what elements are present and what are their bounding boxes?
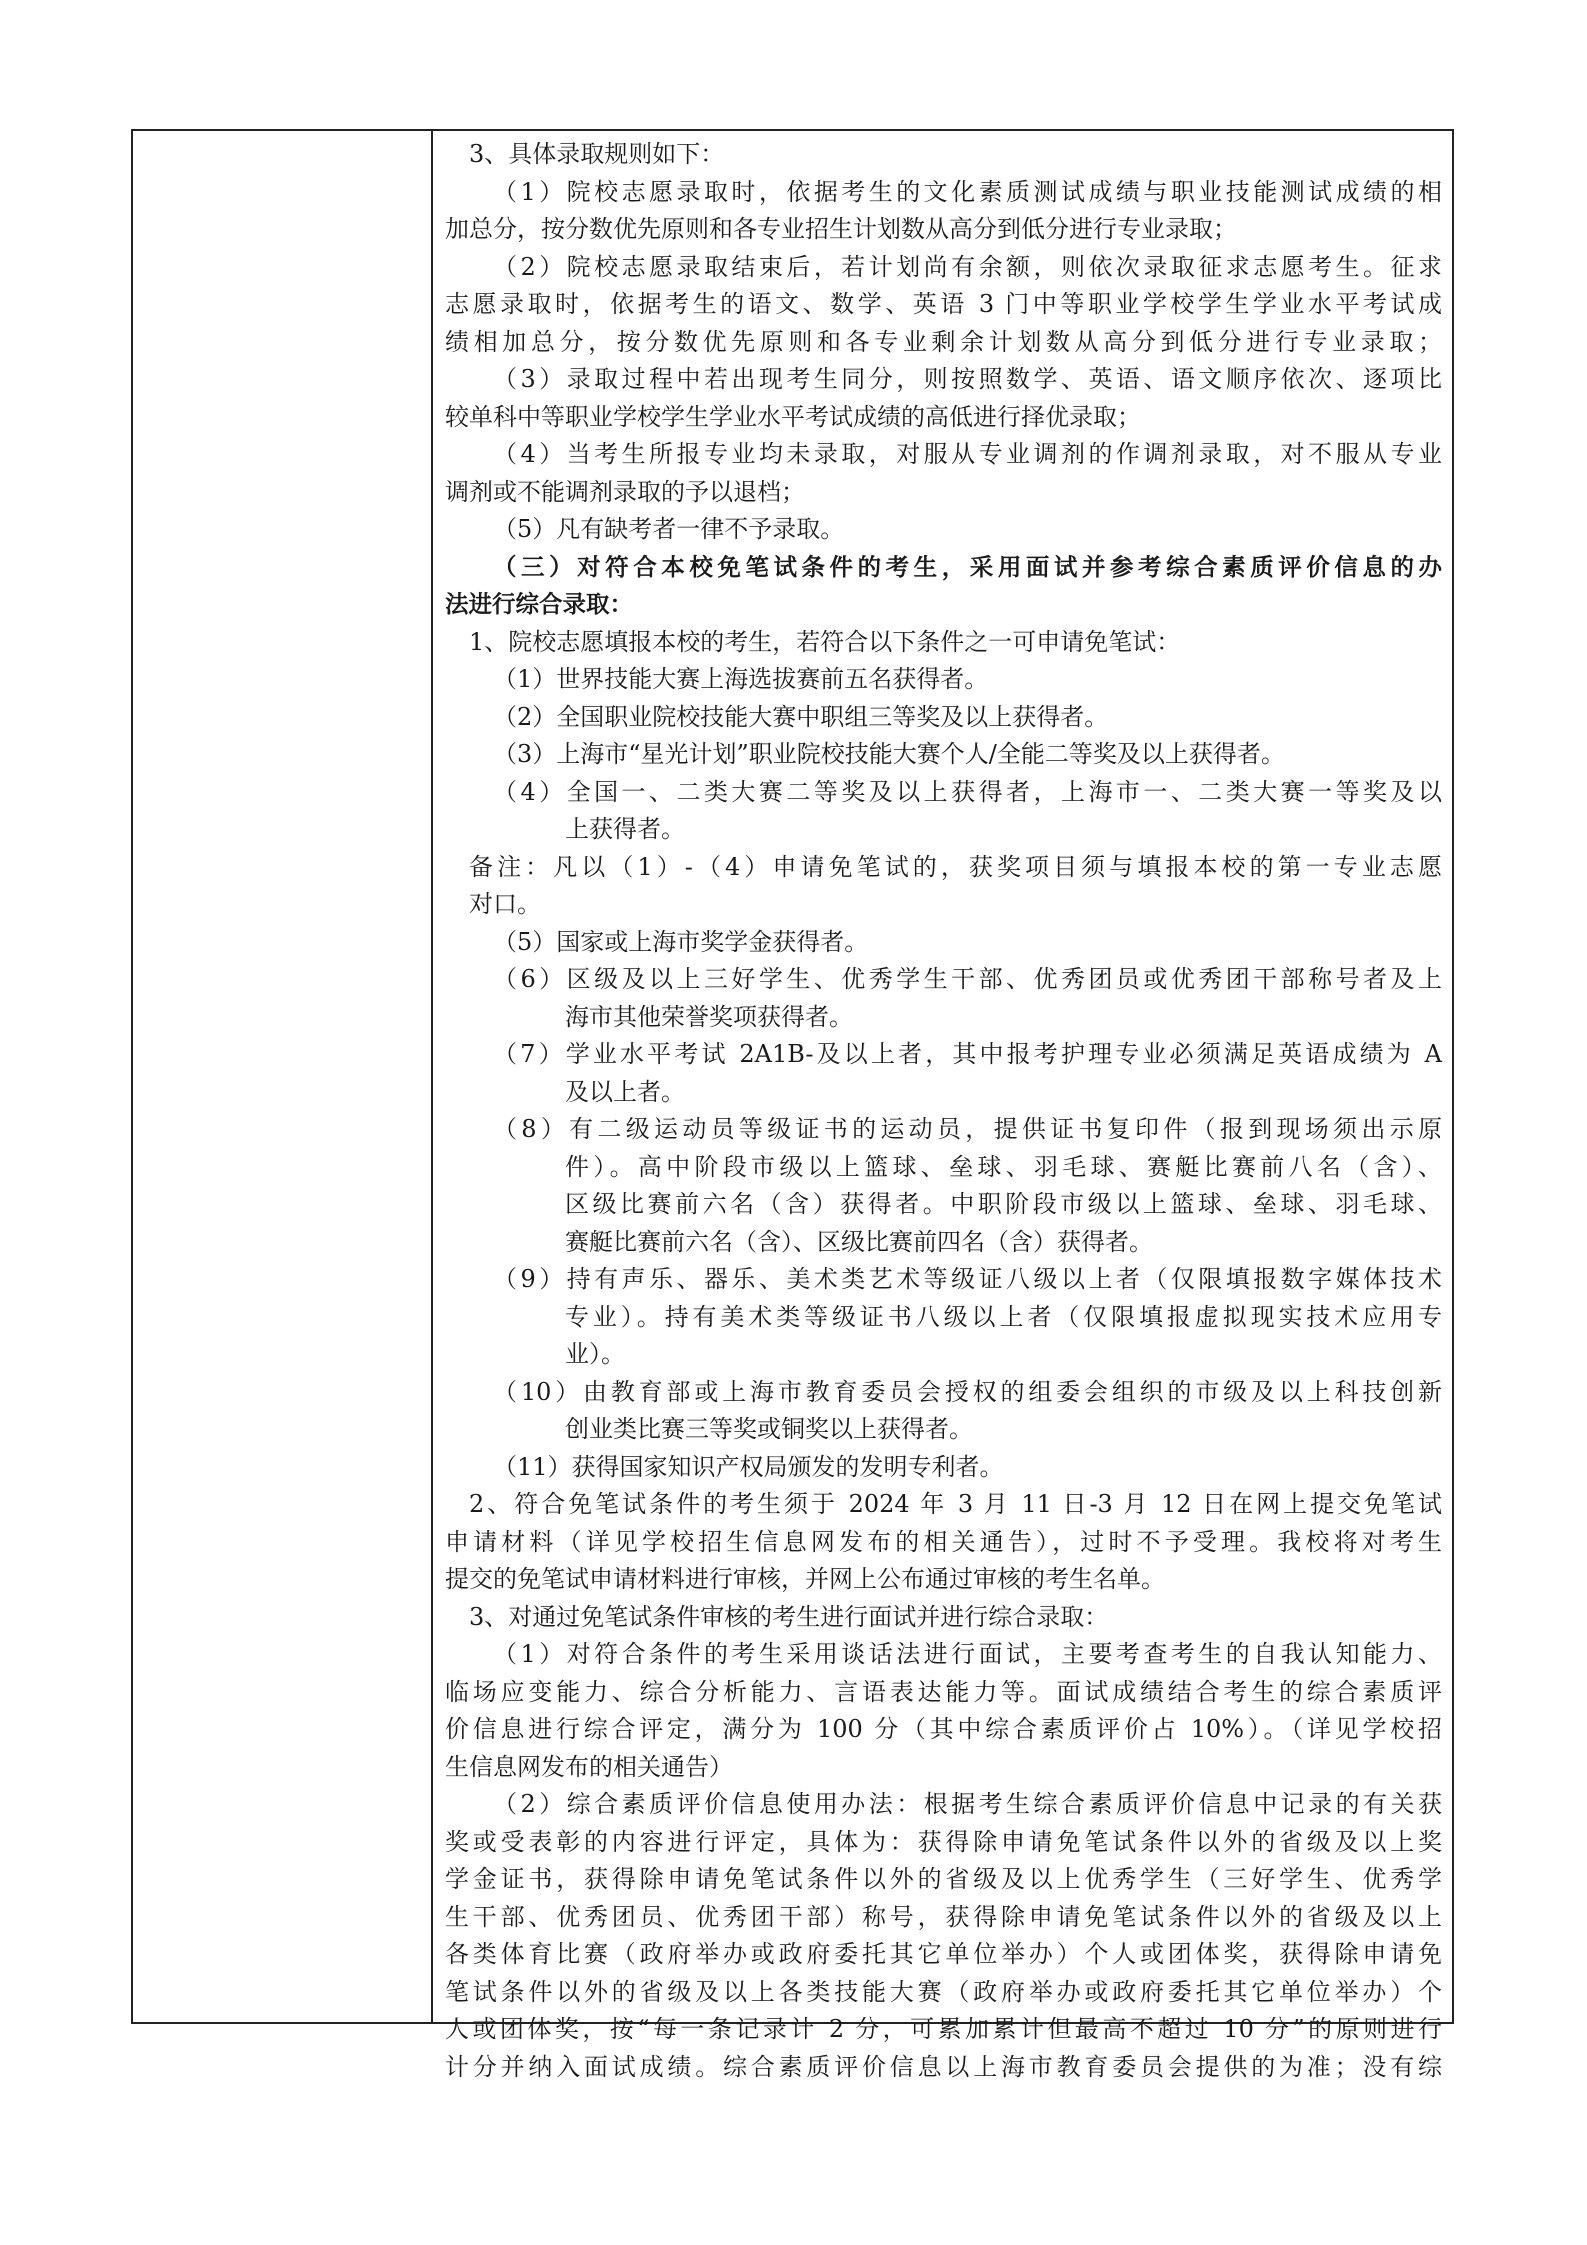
section-heading-3-cont: 法进行综合录取： (445, 590, 633, 618)
list-item-cont: 上获得者。 (565, 815, 685, 843)
text-line: 加总分，按分数优先原则和各专业招生计划数从高分到低分进行专业录取； (445, 215, 1237, 243)
text-line: （1）对符合条件的考生采用谈话法进行面试，主要考查考生的自我认知能力、 (493, 1640, 1442, 1668)
list-item: （3）上海市“星光计划”职业院校技能大赛个人/全能二等奖及以上获得者。 (493, 740, 1285, 768)
text-line: 人或团体奖，按“每一条记录计 2 分，可累加累计但最高不超过 10 分”的原则进行 (445, 2015, 1442, 2043)
text-line: 1、院校志愿填报本校的考生，若符合以下条件之一可申请免笔试： (469, 627, 1181, 656)
text-line: 提交的免笔试申请材料进行审核，并网上公布通过审核的考生名单。 (445, 1565, 1165, 1593)
right-column-content (445, 136, 1442, 2086)
list-item: （11）获得国家知识产权局颁发的发明专利者。 (493, 1452, 1004, 1481)
text-line: 各类体育比赛（政府举办或政府委托其它单位举办）个人或团体奖，获得除申请免 (445, 1940, 1442, 1968)
text-line: 申请材料（详见学校招生信息网发布的相关通告），过时不予受理。我校将对考生 (445, 1527, 1442, 1556)
text-line: （1）院校志愿录取时，依据考生的文化素质测试成绩与职业技能测试成绩的相 (493, 177, 1442, 206)
text-line: （2）综合素质评价信息使用办法：根据考生综合素质评价信息中记录的有关获 (493, 1790, 1442, 1818)
section-heading-3: （三）对符合本校免笔试条件的考生，采用面试并参考综合素质评价信息的办 (493, 552, 1442, 581)
list-item: （6）区级及以上三好学生、优秀学生干部、优秀团员或优秀团干部称号者及上 (493, 965, 1442, 993)
list-item: （2）全国职业院校技能大赛中职组三等奖及以上获得者。 (493, 702, 1109, 731)
list-item-cont: 件）。高中阶段市级以上篮球、垒球、羽毛球、赛艇比赛前八名（含）、 (565, 1152, 1442, 1181)
list-item: （5）国家或上海市奖学金获得者。 (493, 927, 869, 956)
list-item-cont: 业）。 (565, 1340, 625, 1368)
list-item: （1）世界技能大赛上海选拔赛前五名获得者。 (493, 665, 989, 693)
text-line: 计分并纳入面试成绩。综合素质评价信息以上海市教育委员会提供的为准；没有综 (445, 2052, 1442, 2081)
text-line: 生信息网发布的相关通告） (445, 1752, 733, 1781)
list-item: （7）学业水平考试 2A1B-及以上者，其中报考护理专业必须满足英语成绩为 A (493, 1040, 1442, 1068)
text-line: 3、对通过免笔试条件审核的考生进行面试并进行综合录取： (469, 1602, 1109, 1631)
text-line: 较单科中等职业学校学生学业水平考试成绩的高低进行择优录取； (445, 402, 1141, 431)
text-line: 生干部、优秀团员、优秀团干部）称号，获得除申请免笔试条件以外的省级及以上 (445, 1902, 1442, 1931)
column-divider (431, 129, 433, 2024)
note-line: 备注：凡以（1）-（4）申请免笔试的，获奖项目须与填报本校的第一专业志愿 (469, 852, 1442, 881)
list-item-cont: 专业）。持有美术类等级证书八级以上者（仅限填报虚拟现实技术应用专 (565, 1302, 1442, 1331)
text-line: （5）凡有缺考者一律不予录取。 (493, 515, 845, 543)
text-line: （4）当考生所报专业均未录取，对服从专业调剂的作调剂录取，对不服从专业 (493, 440, 1442, 468)
list-item: （9）持有声乐、器乐、美术类艺术等级证八级以上者（仅限填报数字媒体技术 (493, 1265, 1442, 1293)
text-line: 绩相加总分，按分数优先原则和各专业剩余计划数从高分到低分进行专业录取； (445, 327, 1442, 356)
text-line: 2、符合免笔试条件的考生须于 2024 年 3 月 11 日-3 月 12 日在网上提交免笔试 (469, 1490, 1442, 1518)
list-item-cont: 创业类比赛三等奖或铜奖以上获得者。 (565, 1415, 973, 1443)
text-line: 奖或受表彰的内容进行评定，具体为：获得除申请免笔试条件以外的省级及以上奖 (445, 1827, 1442, 1856)
text-line: 志愿录取时，依据考生的语文、数学、英语 3 门中等职业学校学生学业水平考试成 (445, 290, 1442, 318)
list-item: （10）由教育部或上海市教育委员会授权的组委会组织的市级及以上科技创新 (493, 1377, 1442, 1406)
list-item: （8）有二级运动员等级证书的运动员，提供证书复印件（报到现场须出示原 (493, 1115, 1442, 1143)
text-line: 临场应变能力、综合分析能力、言语表达能力等。面试成绩结合考生的综合素质评 (445, 1677, 1442, 1706)
text-line: 调剂或不能调剂录取的予以退档； (445, 477, 805, 506)
rule-heading-3: 3、具体录取规则如下： (469, 140, 725, 168)
text-line: （2）院校志愿录取结束后，若计划尚有余额，则依次录取征求志愿考生。征求 (493, 252, 1442, 281)
note-line-cont: 对口。 (469, 890, 541, 918)
list-item-cont: 及以上者。 (565, 1077, 685, 1106)
text-line: 学金证书，获得除申请免笔试条件以外的省级及以上优秀学生（三好学生、优秀学 (445, 1865, 1442, 1893)
list-item: （4）全国一、二类大赛二等奖及以上获得者，上海市一、二类大赛一等奖及以 (493, 777, 1442, 806)
list-item-cont: 区级比赛前六名（含）获得者。中职阶段市级以上篮球、垒球、羽毛球、 (565, 1190, 1442, 1218)
list-item-cont: 赛艇比赛前六名（含）、区级比赛前四名（含）获得者。 (565, 1227, 1153, 1256)
text-line: 笔试条件以外的省级及以上各类技能大赛（政府举办或政府委托其它单位举办）个 (445, 1977, 1442, 2006)
text-line: 价信息进行综合评定，满分为 100 分（其中综合素质评价占 10%）。（详见学校招 (445, 1715, 1442, 1743)
text-line: （3）录取过程中若出现考生同分，则按照数学、英语、语文顺序依次、逐项比 (493, 365, 1442, 393)
list-item-cont: 海市其他荣誉奖项获得者。 (565, 1002, 853, 1031)
